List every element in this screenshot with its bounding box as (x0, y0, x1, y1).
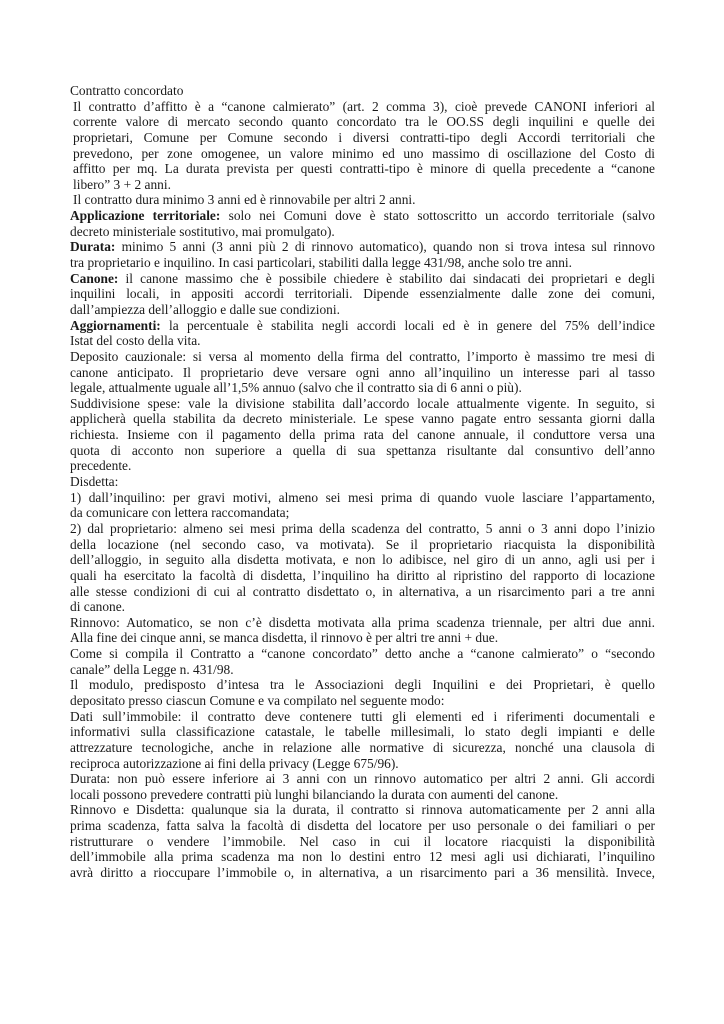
line-text: ristrutturare o vendere l’immobile. Nel caso in cui il locatore riacquisti la disponibilità (70, 833, 655, 849)
text-line (70, 615, 655, 631)
line-text: Disdetta: (70, 474, 119, 490)
line-text: Alla fine dei cinque anni, se manca disdetta, il rinnovo è per altri tre anni + due. (70, 630, 499, 646)
line-text: la percentuale è stabilita negli accordi locali ed è in genere del 75% dell’indice (160, 317, 655, 333)
line-text: tra proprietario e inquilino. In casi particolari, stabiliti dalla legge 431/98, anche solo tre anni. (70, 255, 572, 271)
text-line (70, 161, 655, 177)
text-line (70, 474, 655, 490)
text-line (70, 693, 655, 709)
line-text: Il modulo, predisposto d’intesa tra le Associazioni degli Inquilini e dei Proprietari, è quello (70, 677, 655, 693)
text-line (70, 333, 655, 349)
line-text: dell’alloggio, in seguito alla disdetta motivata, e non lo adibisce, nel giro di un anno, agli usi per i (70, 552, 655, 568)
line-text: il canone massimo che è possibile chiedere è stabilito dai sindacati dei proprietari e degli (118, 270, 655, 286)
text-line (70, 286, 655, 302)
line-text: solo nei Comuni dove è stato sottoscritto un accordo territoriale (salvo (220, 208, 655, 224)
text-line (70, 380, 655, 396)
text-line (70, 521, 655, 537)
line-text: 2) dal proprietario: almeno sei mesi prima della scadenza del contratto, 5 anni o 3 anni dopo l’inizio (70, 520, 655, 536)
line-text: quota di acconto non superiore a quella di sua spettanza risultante dal consuntivo dell’anno (70, 442, 655, 458)
text-line (70, 787, 655, 803)
line-text: da comunicare con lettera raccomandata; (70, 505, 290, 521)
line-text: Il contratto dura minimo 3 anni ed è rinnovabile per altri 2 anni. (73, 192, 416, 208)
section-label: Canone: (70, 270, 119, 286)
text-line (70, 849, 655, 865)
text-line (70, 349, 655, 365)
text-line (70, 709, 655, 725)
text-line (70, 192, 655, 208)
text-line (70, 630, 655, 646)
line-text: dell’immobile alla prima scadenza ma non lo destini entro 12 mesi agli usi dichiarati, l’inquilino (70, 849, 655, 865)
text-line (70, 662, 655, 678)
line-text: legale, attualmente uguale all’1,5% annuo (salvo che il contratto sia di 6 anni o più). (70, 380, 522, 396)
document-title: Contratto concordato (70, 83, 184, 98)
text-line (70, 365, 655, 381)
line-text: Durata: non può essere inferiore ai 3 anni con un rinnovo automatico per altri 2 anni. Gli accordi (70, 771, 655, 787)
text-line (70, 427, 655, 443)
line-text: informativi sulla classificazione catastale, le tabelle millesimali, lo stato degli impianti e delle (70, 724, 655, 740)
line-text: Il contratto d’affitto è a “canone calmierato” (art. 2 comma 3), cioè prevede CANONI inferiori al (73, 98, 655, 114)
line-text: applicherà quella stabilita da decreto ministeriale. Le spese vanno pagate entro sessanta giorni dalla (70, 411, 655, 427)
line-text: Dati sull’immobile: il contratto deve contenere tutti gli elementi ed i riferimenti documentali e (70, 708, 655, 724)
document-page (70, 83, 655, 881)
line-text: precedente. (70, 458, 132, 474)
line-text: depositato presso ciascun Comune e va compilato nel seguente modo: (70, 692, 445, 708)
text-line (70, 411, 655, 427)
line-text: avrà diritto a rioccupare l’immobile o, in alternativa, a un risarcimento pari a 36 mensilità. Invece, (70, 865, 655, 881)
text-line (70, 99, 655, 115)
text-line (70, 271, 655, 287)
line-text: proprietari, Comune per Comune secondo i diversi contratti-tipo degli Accordi territoriali che (73, 129, 655, 145)
line-text: dall’ampiezza dell’alloggio e dalle sue condizioni. (70, 301, 340, 317)
line-text: quali ha esercitato la facoltà di disdetta, l’inquilino ha diritto al ripristino del rapporto di locazione (70, 567, 655, 583)
text-line (70, 599, 655, 615)
text-line (70, 396, 655, 412)
line-text: Rinnovo: Automatico, se non c’è disdetta motivata alla prima scadenza triennale, per altri due anni. (70, 614, 655, 630)
line-text: decreto ministeriale sostitutivo, mai promulgato). (70, 223, 335, 239)
text-line (70, 756, 655, 772)
text-line (70, 740, 655, 756)
line-text: Come si compila il Contratto a “canone concordato” detto anche a “canone calmierato” o “secondo (70, 646, 655, 662)
line-text: inquilini locali, in appositi accordi territoriali. Dipende essenzialmente dalle zone dei comuni, (70, 286, 655, 302)
document-body (70, 99, 655, 881)
text-line (70, 224, 655, 240)
text-line (70, 130, 655, 146)
line-text: reciproca autorizzazione ai fini della privacy (Legge 675/96). (70, 755, 399, 771)
text-line (70, 677, 655, 693)
line-text: Rinnovo e Disdetta: qualunque sia la durata, il contratto si rinnova automaticamente per 2 anni alla (70, 802, 655, 818)
line-text: libero” 3 + 2 anni. (73, 176, 171, 192)
text-line (70, 302, 655, 318)
line-text: alle stesse condizioni di cui al contratto disdettato o, in alternativa, a un risarcimento pari a tre anni (70, 583, 655, 599)
section-label: Applicazione territoriale: (70, 208, 221, 224)
text-line (70, 865, 655, 881)
line-text: canone anticipato. Il proprietario deve versare ogni anno all’inquilino un interesse pari al tasso (70, 364, 655, 380)
line-text: della locazione (nel secondo caso, va motivata). Se il proprietario riacquista la disponibilità (70, 536, 655, 552)
text-line (70, 114, 655, 130)
text-line (70, 146, 655, 162)
text-line (70, 802, 655, 818)
text-line (70, 818, 655, 834)
text-line (70, 490, 655, 506)
text-line (70, 505, 655, 521)
text-line (70, 255, 655, 271)
text-line (70, 771, 655, 787)
line-text: prevedono, per zone omogenee, un valore minimo ed uno massimo di oscillazione del Costo di (73, 145, 655, 161)
line-text: affitto per mq. La durata prevista per questi contratti-tipo è minore di quella precedente a “canone (73, 161, 655, 177)
text-line (70, 537, 655, 553)
text-line (70, 239, 655, 255)
section-label: Aggiornamenti: (70, 317, 161, 333)
line-text: Deposito cauzionale: si versa al momento della firma del contratto, l’importo è massimo tre mesi di (70, 348, 655, 364)
text-line (70, 177, 655, 193)
section-label: Durata: (70, 239, 116, 255)
line-text: Istat del costo della vita. (70, 333, 201, 349)
text-line (70, 724, 655, 740)
line-text: prima scadenza, fatta salva la facoltà di disdetta del locatore per uso personale o dei familiari o per (70, 818, 655, 834)
text-line (70, 646, 655, 662)
text-line (70, 584, 655, 600)
line-text: minimo 5 anni (3 anni più 2 di rinnovo automatico), quando non si trova intesa sul rinnovo (115, 239, 655, 255)
text-line (70, 552, 655, 568)
line-text: corrente valore di mercato secondo quanto concordato tra le OO.SS degli inquilini e quelle dei (73, 114, 655, 130)
line-text: richiesta. Insieme con il pagamento della prima rata del canone annuale, il conduttore versa una (70, 427, 655, 443)
line-text: locali possono prevedere contratti più lunghi bilanciando la durata con aumenti del canone. (70, 786, 559, 802)
text-line (70, 208, 655, 224)
text-line (70, 568, 655, 584)
line-text: di canone. (70, 599, 126, 615)
text-line (70, 458, 655, 474)
line-text: canale” della Legge n. 431/98. (70, 661, 234, 677)
line-text: Suddivisione spese: vale la divisione stabilita dall’accordo locale attualmente vigente. In seguito, si (70, 395, 655, 411)
text-line (70, 834, 655, 850)
line-text: 1) dall’inquilino: per gravi motivi, almeno sei mesi prima di quando vuole lasciare l’appartamento, (70, 489, 655, 505)
line-text: attrezzature tecnologiche, anche in relazione alle normative di sicurezza, nonché una clausola di (70, 739, 655, 755)
text-line (70, 318, 655, 334)
text-line (70, 443, 655, 459)
